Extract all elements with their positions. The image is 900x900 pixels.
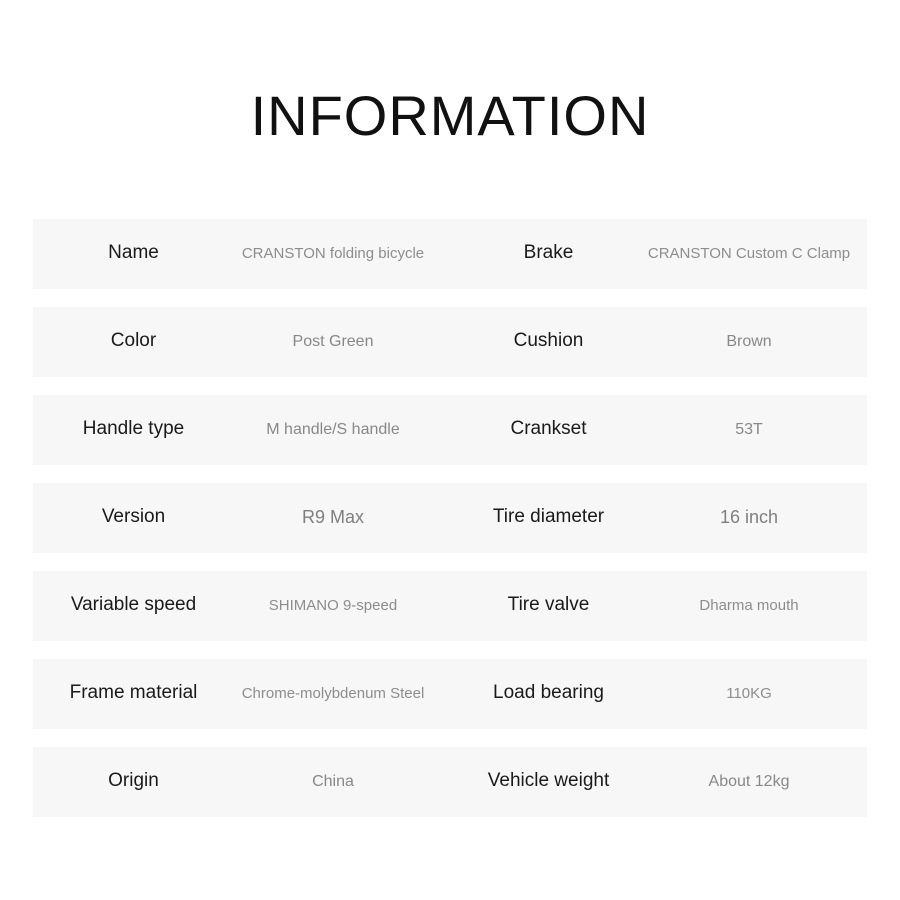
spec-label: Load bearing: [493, 682, 604, 704]
table-row: [33, 307, 867, 377]
spec-value: M handle/S handle: [266, 421, 400, 438]
spec-cell-tire-diameter: [450, 483, 867, 553]
spec-cell-color: [33, 307, 450, 377]
spec-value: Chrome-molybdenum Steel: [241, 684, 425, 702]
table-row: [33, 659, 867, 729]
spec-label: Version: [101, 506, 166, 528]
spec-cell-handle-type: [33, 395, 450, 465]
spec-cell-variable-speed: [33, 571, 450, 641]
table-row: [33, 571, 867, 641]
spec-value: China: [312, 773, 354, 790]
spec-value: 53T: [735, 421, 763, 438]
table-row: [33, 219, 867, 289]
table-row: [33, 747, 867, 817]
page-title: INFORMATION: [250, 84, 650, 147]
spec-value: 110KG: [726, 684, 772, 702]
spec-value: SHIMANO 9-speed: [268, 596, 398, 614]
spec-cell-crankset: [450, 395, 867, 465]
spec-cell-tire-valve: [450, 571, 867, 641]
spec-value: Brown: [726, 333, 772, 350]
spec-label: Tire valve: [507, 594, 590, 616]
spec-label: Variable speed: [70, 594, 197, 616]
specification-table: [0, 219, 900, 817]
spec-value: CRANSTON folding bicycle: [241, 244, 425, 262]
spec-value: 16 inch: [719, 506, 779, 527]
spec-cell-version: [33, 483, 450, 553]
spec-label: Vehicle weight: [487, 770, 610, 792]
table-row: [33, 483, 867, 553]
spec-label: Origin: [108, 770, 159, 792]
spec-label: Handle type: [82, 418, 185, 440]
spec-value: Post Green: [292, 333, 374, 350]
spec-cell-cushion: [450, 307, 867, 377]
spec-label: Color: [110, 330, 157, 352]
spec-cell-frame-material: [33, 659, 450, 729]
spec-label: Tire diameter: [492, 506, 605, 528]
spec-cell-name: [33, 219, 450, 289]
spec-label: Frame material: [69, 682, 198, 704]
spec-label: Name: [108, 242, 159, 264]
spec-value: Dharma mouth: [699, 596, 799, 614]
spec-label: Crankset: [510, 418, 587, 440]
spec-cell-brake: [450, 219, 867, 289]
spec-cell-vehicle-weight: [450, 747, 867, 817]
spec-cell-load-bearing: [450, 659, 867, 729]
spec-cell-origin: [33, 747, 450, 817]
spec-label: Brake: [523, 242, 574, 264]
spec-label: Cushion: [513, 330, 584, 352]
table-row: [33, 395, 867, 465]
spec-value: R9 Max: [301, 506, 364, 527]
spec-value: About 12kg: [708, 773, 790, 790]
spec-value: CRANSTON Custom C Clamp: [647, 244, 851, 262]
